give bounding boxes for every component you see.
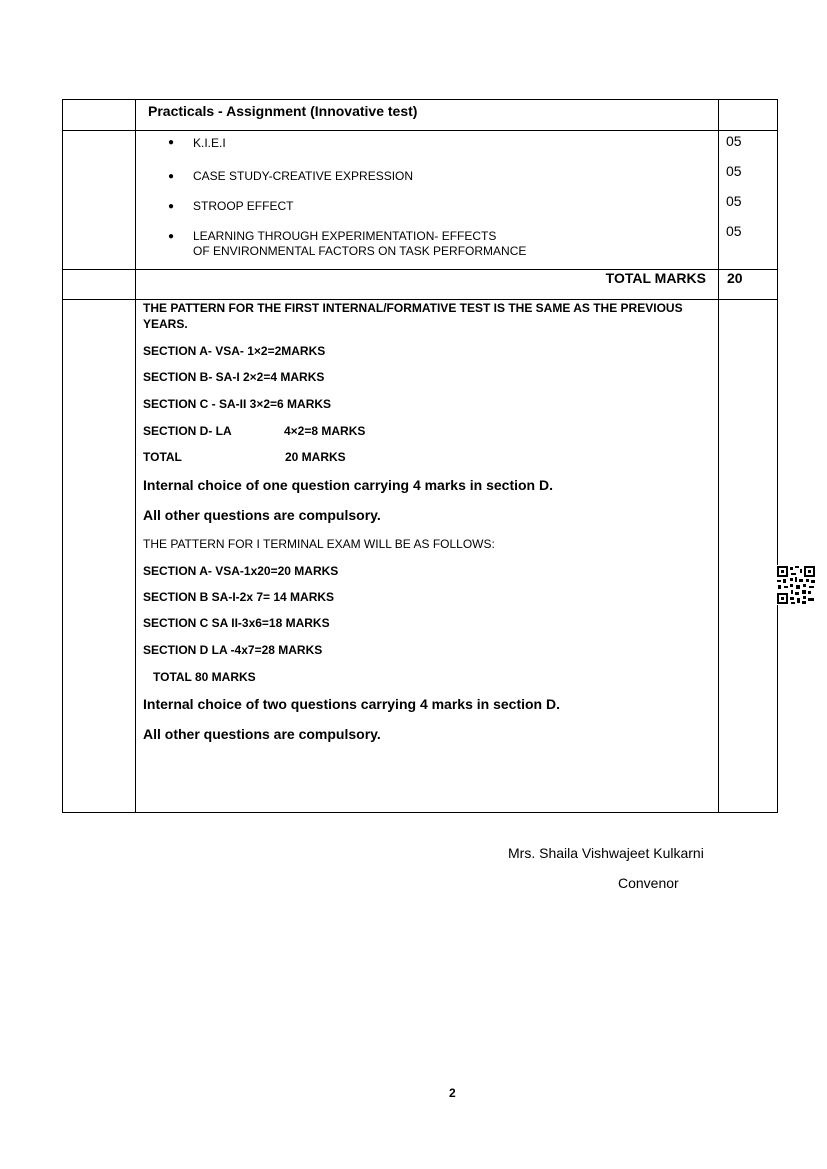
total-marks-label: TOTAL MARKS bbox=[605, 270, 706, 286]
list-item-mark: 05 bbox=[726, 193, 742, 209]
formative-section-c: SECTION C - SA-II 3×2=6 MARKS bbox=[143, 397, 332, 411]
formative-intro-line2: YEARS. bbox=[143, 317, 188, 331]
section-header-title: Practicals - Assignment (Innovative test) bbox=[148, 103, 418, 119]
bullet-dot-icon: ● bbox=[168, 201, 175, 212]
bullet-dot-icon: ● bbox=[168, 231, 175, 242]
table-col-divider-right bbox=[718, 100, 719, 812]
terminal-total: TOTAL 80 MARKS bbox=[153, 670, 256, 684]
list-item-label: STROOP EFFECT bbox=[193, 199, 294, 213]
bullet-dot-icon: ● bbox=[168, 171, 175, 182]
formative-total-marks: 20 MARKS bbox=[285, 450, 346, 464]
formative-choice-note: Internal choice of one question carrying 4 marks in section D. bbox=[143, 477, 553, 493]
table-row-divider bbox=[63, 130, 777, 131]
terminal-section-a: SECTION A- VSA-1x20=20 MARKS bbox=[143, 564, 339, 578]
terminal-compulsory-note: All other questions are compulsory. bbox=[143, 726, 381, 742]
terminal-section-c: SECTION C SA II-3x6=18 MARKS bbox=[143, 616, 330, 630]
terminal-choice-note: Internal choice of two questions carrying 4 marks in section D. bbox=[143, 696, 560, 712]
terminal-intro: THE PATTERN FOR I TERMINAL EXAM WILL BE AS FOLLOWS: bbox=[143, 537, 495, 551]
assessment-table bbox=[62, 99, 778, 813]
signatory-role: Convenor bbox=[618, 875, 679, 891]
terminal-section-b: SECTION B SA-I-2x 7= 14 MARKS bbox=[143, 590, 335, 604]
total-marks-value: 20 bbox=[727, 270, 743, 286]
qr-code-icon bbox=[776, 565, 816, 605]
formative-intro-line1: THE PATTERN FOR THE FIRST INTERNAL/FORMATIVE TEST IS THE SAME AS THE PREVIOUS bbox=[143, 301, 683, 315]
list-item-label: LEARNING THROUGH EXPERIMENTATION- EFFECTS bbox=[193, 229, 497, 243]
terminal-section-d: SECTION D LA -4x7=28 MARKS bbox=[143, 643, 323, 657]
formative-compulsory-note: All other questions are compulsory. bbox=[143, 507, 381, 523]
list-item-label-continued: OF ENVIRONMENTAL FACTORS ON TASK PERFORMANCE bbox=[193, 244, 527, 258]
list-item-mark: 05 bbox=[726, 163, 742, 179]
formative-section-d: SECTION D- LA bbox=[143, 424, 232, 438]
page-number: 2 bbox=[449, 1086, 456, 1100]
list-item-mark: 05 bbox=[726, 223, 742, 239]
formative-section-b: SECTION B- SA-I 2×2=4 MARKS bbox=[143, 370, 325, 384]
table-row-divider bbox=[63, 299, 777, 300]
signatory-name: Mrs. Shaila Vishwajeet Kulkarni bbox=[508, 845, 704, 861]
formative-section-d-marks: 4×2=8 MARKS bbox=[284, 424, 366, 438]
list-item-mark: 05 bbox=[726, 133, 742, 149]
formative-total: TOTAL bbox=[143, 450, 182, 464]
bullet-dot-icon: ● bbox=[168, 137, 175, 148]
list-item-label: CASE STUDY-CREATIVE EXPRESSION bbox=[193, 169, 414, 183]
list-item-label: K.I.E.I bbox=[193, 136, 226, 150]
table-col-divider-left bbox=[135, 100, 136, 812]
formative-section-a: SECTION A- VSA- 1×2=2MARKS bbox=[143, 344, 326, 358]
